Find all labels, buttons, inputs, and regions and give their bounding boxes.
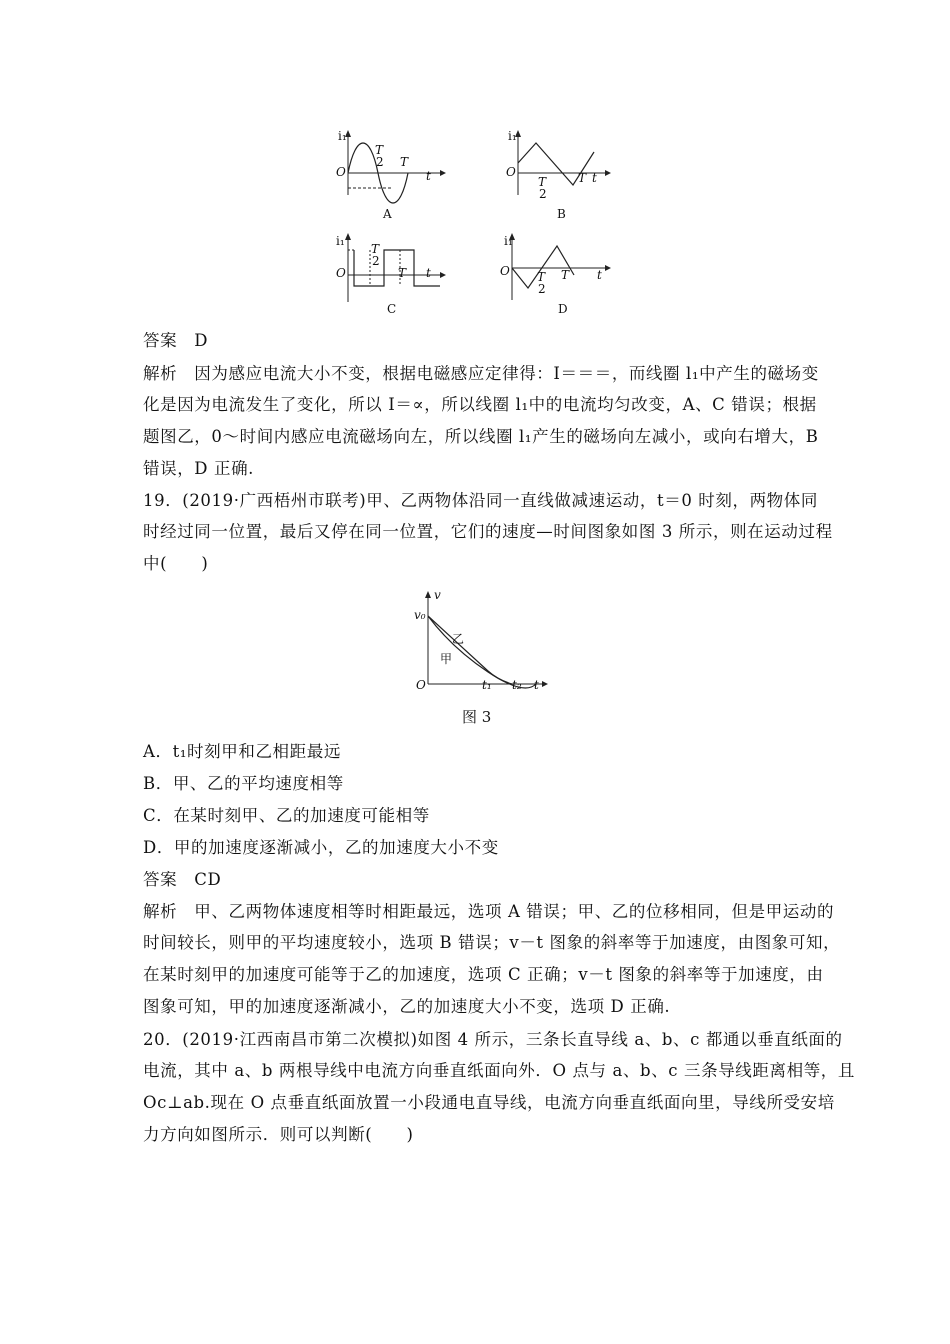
figure-3-caption: 图 3 bbox=[462, 708, 492, 726]
graph-c bbox=[330, 230, 450, 330]
q19-stem-2: 时经过同一位置，最后又停在同一位置，它们的速度—时间图象如图 3 所示，则在运动过程 bbox=[143, 522, 833, 541]
q19-answer: 答案 CD bbox=[143, 870, 222, 889]
figure-3 bbox=[412, 588, 552, 698]
q19-option-b: B．甲、乙的平均速度相等 bbox=[143, 774, 344, 793]
graph-a-half-den: 2 bbox=[376, 155, 384, 169]
graph-a-t: t bbox=[426, 169, 431, 183]
q20-stem-2: 电流，其中 a、b 两根导线中电流方向垂直纸面向外．O 点与 a、b、c 三条导线距离相等，且 bbox=[143, 1061, 855, 1080]
graph-c-half-num: T bbox=[371, 242, 380, 256]
graph-c-half-den: 2 bbox=[372, 254, 380, 268]
figure-3-t-axis: t bbox=[534, 678, 539, 692]
graph-c-label: C bbox=[387, 302, 397, 316]
q18-analysis-3: 题图乙，0～时间内感应电流磁场向左，所以线圈 l₁产生的磁场向左减小，或向右增大，B bbox=[143, 427, 819, 446]
graph-a bbox=[330, 125, 450, 225]
graph-d bbox=[500, 230, 620, 330]
q20-stem-3: Oc⊥ab.现在 O 点垂直纸面放置一小段通电直导线，电流方向垂直纸面向里，导线所受安培 bbox=[143, 1093, 835, 1112]
graph-c-period: T bbox=[398, 266, 407, 280]
q19-stem-1: 19．(2019·广西梧州市联考)甲、乙两物体沿同一直线做减速运动，t＝0 时刻，两物体同 bbox=[143, 491, 818, 510]
q19-analysis-2: 时间较长，则甲的平均速度较小，选项 B 错误；v－t 图象的斜率等于加速度，由图象可知， bbox=[143, 933, 841, 952]
graph-d-period: T bbox=[561, 268, 570, 282]
graph-b-period: T bbox=[578, 171, 587, 185]
figure-3-label-jia: 甲 bbox=[440, 652, 453, 666]
q18-analysis-2: 化是因为电流发生了变化，所以 I＝∝，所以线圈 l₁中的电流均匀改变，A、C 错误；根据 bbox=[143, 395, 817, 414]
graph-c-origin: O bbox=[336, 266, 346, 280]
graph-b-half-den: 2 bbox=[539, 187, 547, 201]
graph-b bbox=[500, 125, 620, 225]
figure-3-v-axis: v bbox=[434, 588, 441, 602]
q18-analysis-4: 错误，D 正确. bbox=[143, 459, 255, 478]
graph-d-half-den: 2 bbox=[538, 282, 546, 296]
graph-d-half-num: T bbox=[537, 270, 546, 284]
graph-d-label: D bbox=[558, 302, 568, 316]
graph-d-t: t bbox=[597, 268, 602, 282]
graph-c-yaxis: i₁ bbox=[336, 234, 345, 248]
graph-a-yaxis: i₁ bbox=[338, 129, 347, 143]
q20-stem-4: 力方向如图所示．则可以判断( ) bbox=[143, 1125, 414, 1144]
graph-c-t: t bbox=[426, 266, 431, 280]
q19-option-c: C．在某时刻甲、乙的加速度可能相等 bbox=[143, 806, 430, 825]
figure-3-label-yi: 乙 bbox=[452, 632, 465, 646]
q19-stem-3: 中( ) bbox=[143, 554, 209, 573]
figure-3-v0: v₀ bbox=[414, 608, 426, 622]
graph-a-origin: O bbox=[336, 165, 346, 179]
graph-d-origin: O bbox=[500, 264, 510, 278]
q19-analysis-1: 解析 甲、乙两物体速度相等时相距最远，选项 A 错误；甲、乙的位移相同，但是甲运动的 bbox=[143, 902, 835, 921]
figure-3-t1: t₁ bbox=[482, 678, 492, 692]
q18-answer: 答案 D bbox=[143, 331, 209, 350]
graph-b-yaxis: i₁ bbox=[508, 129, 517, 143]
graph-b-origin: O bbox=[506, 165, 516, 179]
q18-analysis-1: 解析 因为感应电流大小不变，根据电磁感应定律得：I＝＝＝，而线圈 l₁中产生的磁场变 bbox=[143, 364, 819, 383]
q19-option-a: A．t₁时刻甲和乙相距最远 bbox=[143, 742, 341, 761]
figure-3-origin: O bbox=[416, 678, 426, 692]
figure-3-t2: t₂ bbox=[512, 678, 522, 692]
q19-option-d: D．甲的加速度逐渐减小，乙的加速度大小不变 bbox=[143, 838, 499, 857]
graph-a-period: T bbox=[400, 155, 409, 169]
q19-analysis-4: 图象可知，甲的加速度逐渐减小，乙的加速度大小不变，选项 D 正确. bbox=[143, 997, 671, 1016]
graph-d-yaxis: i₁ bbox=[504, 234, 513, 248]
q19-analysis-3: 在某时刻甲的加速度可能等于乙的加速度，选项 C 正确；v－t 图象的斜率等于加速度，由 bbox=[143, 965, 824, 984]
q20-stem-1: 20．(2019·江西南昌市第二次模拟)如图 4 所示，三条长直导线 a、b、c 都通以垂直纸面的 bbox=[143, 1030, 843, 1049]
graph-b-t: t bbox=[592, 171, 597, 185]
graph-a-half-num: T bbox=[375, 143, 384, 157]
graph-b-half-num: T bbox=[538, 175, 547, 189]
graph-a-label: A bbox=[383, 207, 392, 221]
graph-b-label: B bbox=[557, 207, 566, 221]
